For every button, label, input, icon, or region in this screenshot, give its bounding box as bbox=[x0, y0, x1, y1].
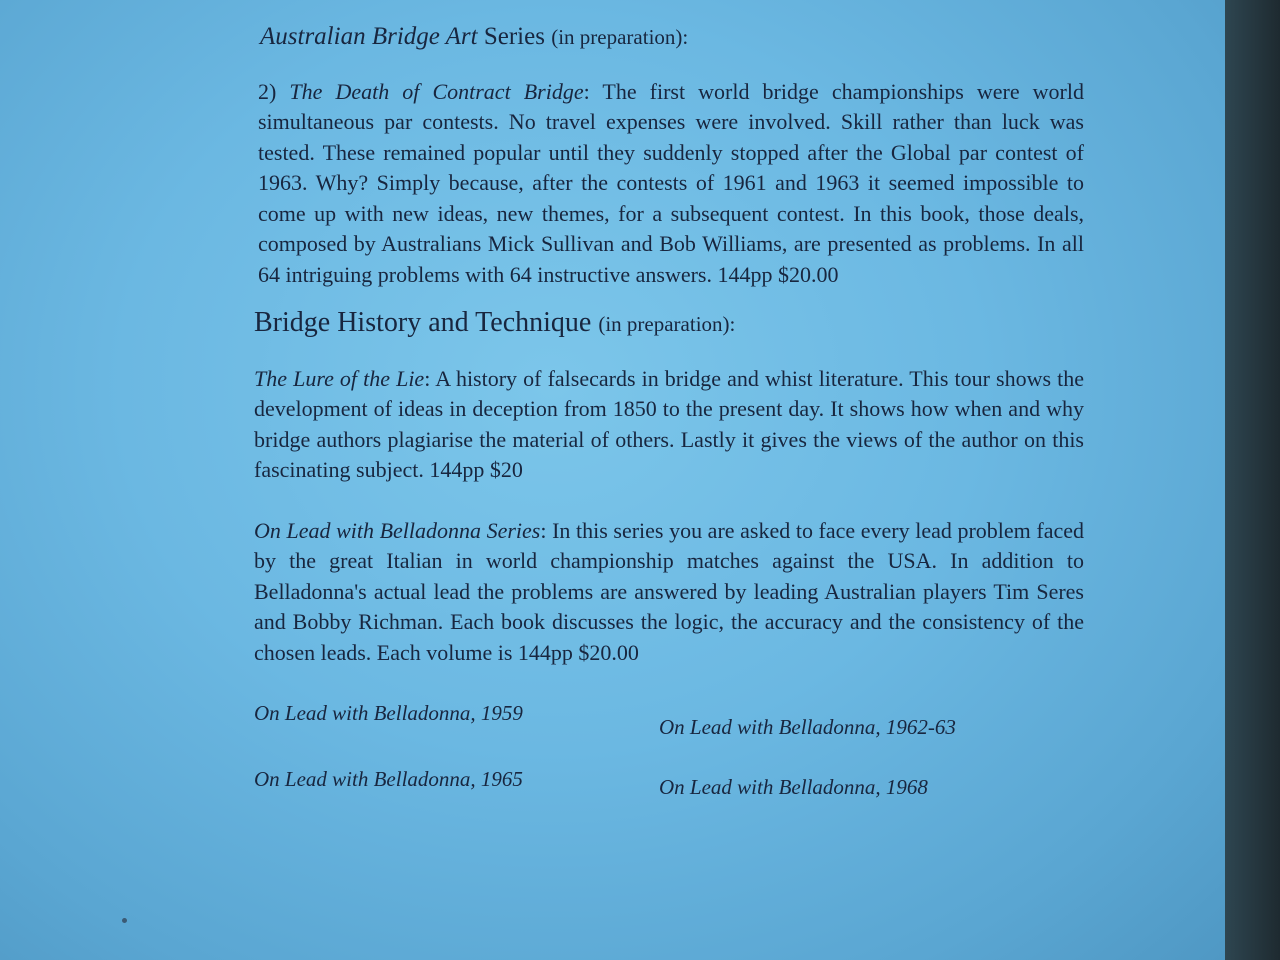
cover-text bbox=[254, 22, 1084, 802]
book-description-lure-of-the-lie bbox=[254, 364, 1084, 486]
volume-list bbox=[254, 698, 1084, 802]
cover-speck bbox=[122, 918, 127, 923]
heading-series-word: Series bbox=[483, 23, 545, 50]
volume-item: On Lead with Belladonna, 1959 bbox=[254, 701, 523, 725]
heading-note: (in preparation): bbox=[598, 312, 736, 336]
book-body: : The first world bridge championships were world simultaneous par contests. No travel expenses were involved. Skill rather than luck was tested. These remained popular until they suddenly stopped after the Global par contest of 1963. Why? Simply because, after the contests of 1961 and 1963 it seemed impossible to come up with new ideas, new themes, for a subsequent contest. In this book, those deals, composed by Australians Mick Sullivan and Bob Williams, are presented as problems. In all 64 intriguing problems with 64 instructive answers. 144pp $20.00 bbox=[258, 78, 1084, 287]
book-title: On Lead with Belladonna Series bbox=[254, 517, 541, 543]
book-description-belladonna-series bbox=[254, 516, 1084, 669]
volume-item: On Lead with Belladonna, 1962-63 bbox=[659, 715, 956, 739]
book-title: The Lure of the Lie bbox=[254, 365, 425, 391]
heading-note: (in preparation): bbox=[551, 25, 689, 49]
section-heading-bridge-art bbox=[260, 22, 1084, 53]
volume-item: On Lead with Belladonna, 1968 bbox=[659, 775, 928, 799]
section-heading-history-technique bbox=[254, 308, 1084, 340]
cover-edge-shadow bbox=[1225, 0, 1280, 960]
heading-title: Bridge History and Technique bbox=[254, 307, 592, 338]
book-description-death-of-contract-bridge bbox=[258, 77, 1084, 291]
heading-series-name: Australian Bridge Art bbox=[260, 23, 478, 50]
book-number: 2) bbox=[258, 78, 277, 104]
volume-item: On Lead with Belladonna, 1965 bbox=[254, 767, 523, 791]
book-body: : In this series you are asked to face every lead problem faced by the great Italian in world championship matches against the USA. In addition to Belladonna's actual lead the problems are answered by leading Australian players Tim Seres and Bobby Richman. Each book discusses the logic, the accuracy and the consistency of the chosen leads. Each volume is 144pp $20.00 bbox=[254, 517, 1084, 665]
book-body: : A history of falsecards in bridge and whist literature. This tour shows the development of ideas in deception from 1850 to the present day. It shows how when and why bridge authors plagiarise the material of others. Lastly it gives the views of the author on this fascinating subject. 144pp $20 bbox=[254, 365, 1084, 482]
book-title: The Death of Contract Bridge bbox=[289, 78, 584, 104]
